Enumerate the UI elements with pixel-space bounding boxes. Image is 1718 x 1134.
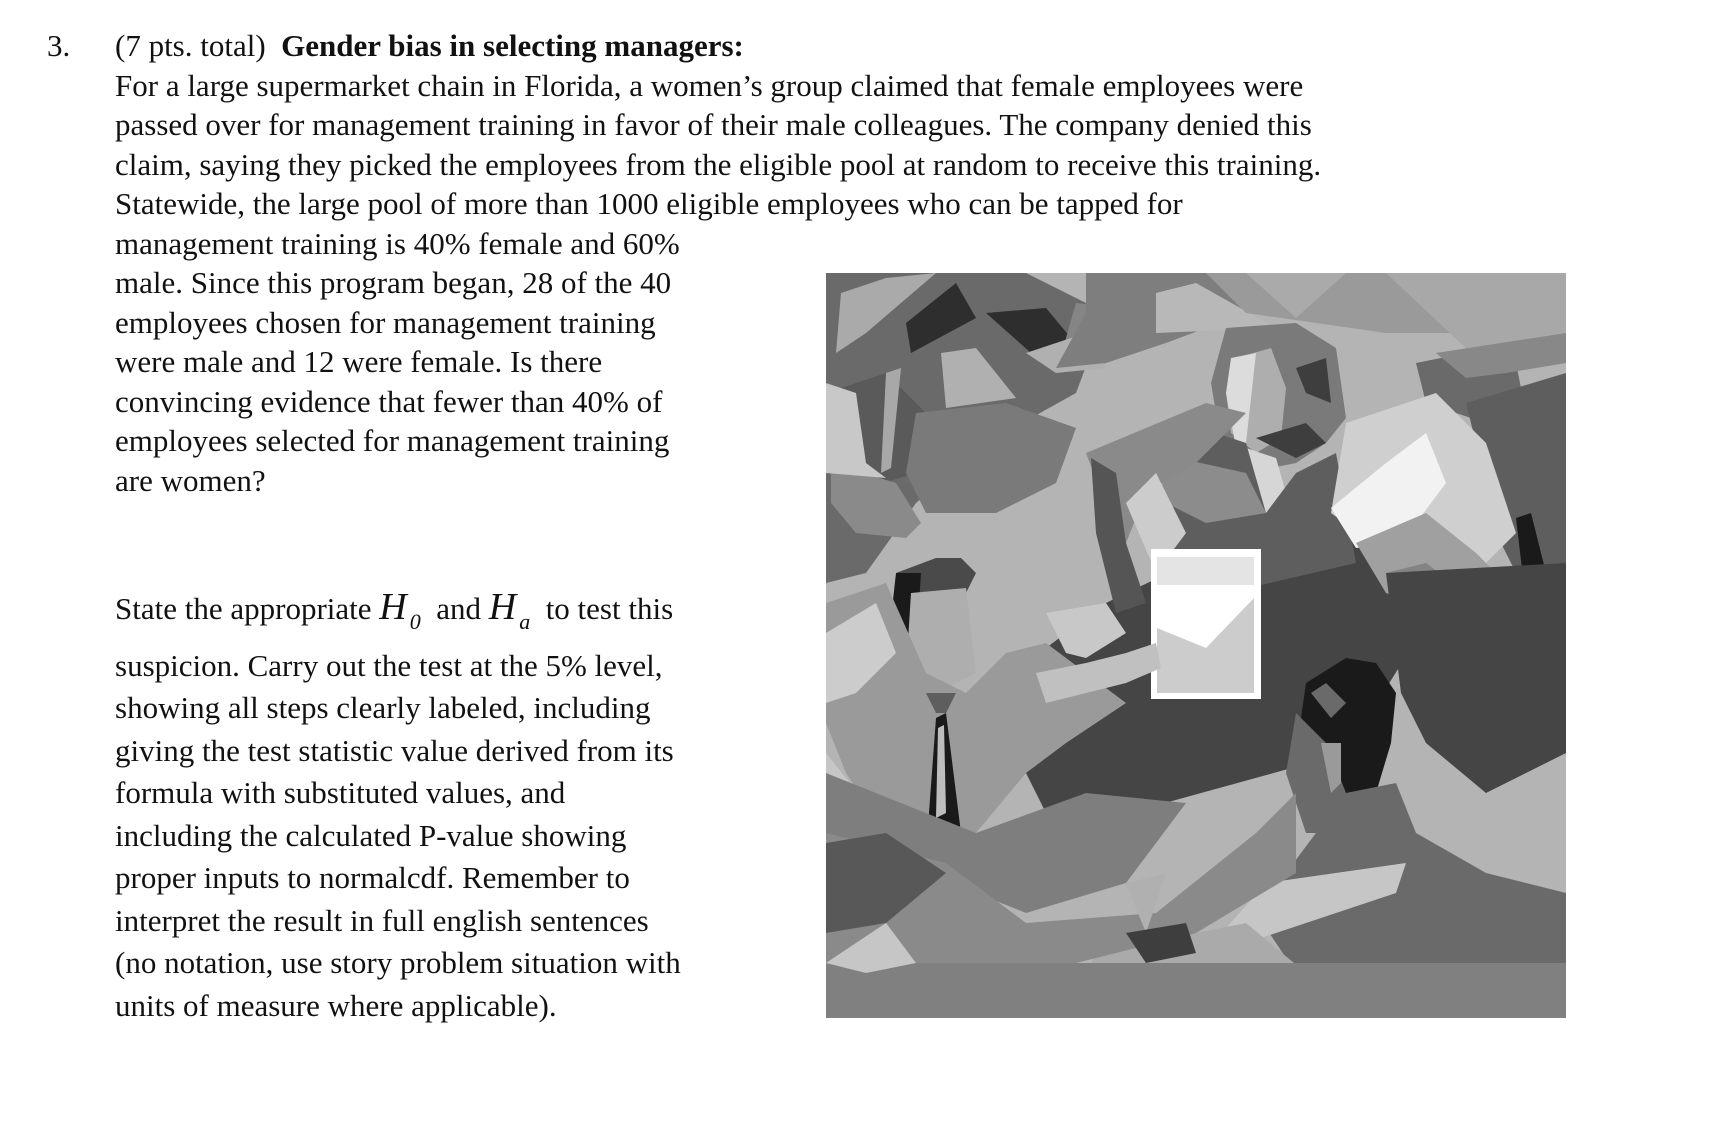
paragraph-line: Statewide, the large pool of more than 1000 eligible employees who can be tapped for	[115, 186, 1183, 221]
paragraph-line: showing all steps clearly labeled, including	[115, 690, 651, 725]
paragraph-line: are women?	[115, 463, 266, 498]
null-hypothesis-symbol: H $_0$	[379, 586, 421, 634]
hypothesis-instruction	[115, 587, 673, 632]
question-title: Gender bias in selecting managers:	[281, 28, 744, 63]
paragraph-line: For a large supermarket chain in Florida, a women’s group claimed that female employees were	[115, 68, 1304, 103]
paragraph-line: male. Since this program began, 28 of the 40	[115, 265, 672, 300]
paragraph-line: (no notation, use story problem situation with	[115, 945, 681, 980]
paragraph-line: suspicion. Carry out the test at the 5% level,	[115, 648, 663, 683]
paragraph-line: units of measure where applicable).	[115, 988, 557, 1023]
hypothesis-suffix: to test this	[545, 591, 674, 626]
paragraph-line: employees selected for management training	[115, 423, 670, 458]
paragraph-line: were male and 12 were female. Is there	[115, 344, 603, 379]
paragraph-line: passed over for management training in favor of their male colleagues. The company denied this	[115, 107, 1312, 142]
question-number: 3.	[47, 28, 71, 63]
paragraph-line: claim, saying they picked the employees from the eligible pool at random to receive this training.	[115, 147, 1322, 182]
paragraph-line: including the calculated P-value showing	[115, 818, 627, 853]
paragraph-line: interpret the result in full english sentences	[115, 903, 649, 938]
paragraph-line: convincing evidence that fewer than 40% of	[115, 384, 663, 419]
points-label: (7 pts. total)	[115, 28, 266, 63]
meeting-illustration	[826, 273, 1566, 1018]
paragraph-line: giving the test statistic value derived from its	[115, 733, 674, 768]
paragraph-line: formula with substituted values, and	[115, 775, 566, 810]
paragraph-line: employees chosen for management training	[115, 305, 656, 340]
question-header	[115, 26, 744, 66]
business-meeting-clipart	[826, 273, 1566, 1018]
hypothesis-and: and	[436, 591, 481, 626]
hypothesis-prefix: State the appropriate	[115, 591, 372, 626]
alternative-hypothesis-symbol: H $_a$	[488, 586, 531, 634]
paragraph-line: management training is 40% female and 60%	[115, 226, 680, 261]
paragraph-line: proper inputs to normalcdf. Remember to	[115, 860, 630, 895]
